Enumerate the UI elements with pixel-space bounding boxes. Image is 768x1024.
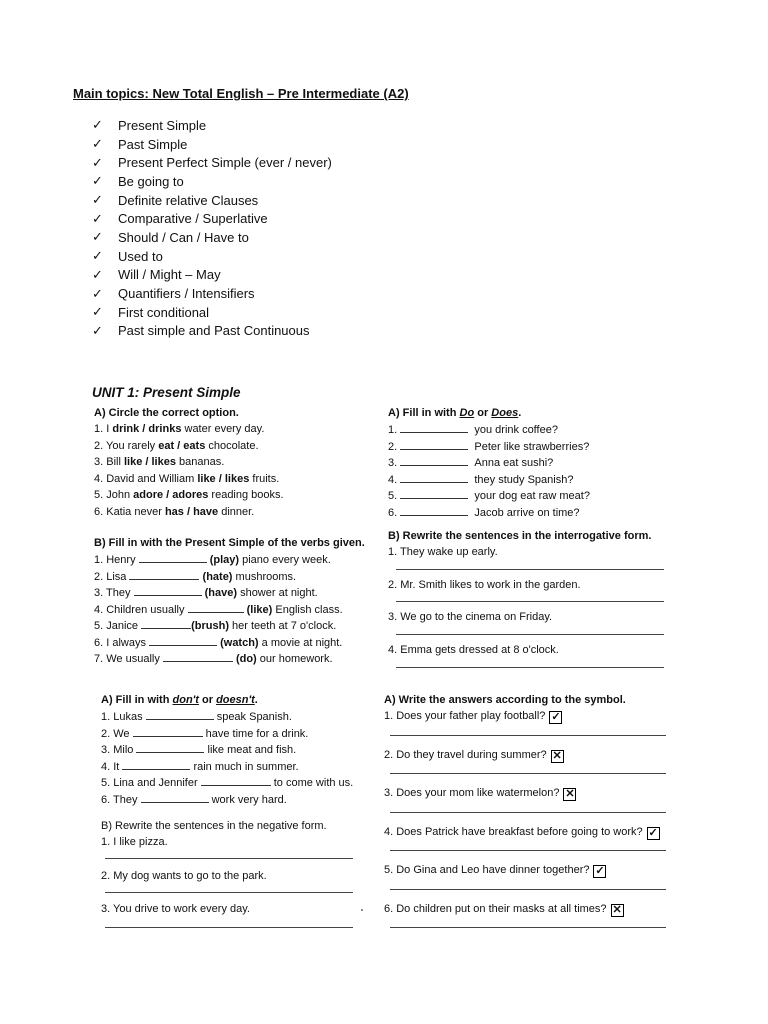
answer-blank[interactable] bbox=[400, 421, 468, 433]
exercise-item: 6. They work very hard. bbox=[101, 791, 353, 808]
answer-blank[interactable] bbox=[201, 774, 271, 786]
exercise-item: 1. you drink coffee? bbox=[388, 421, 590, 438]
topic-item: ✓ Past Simple bbox=[92, 136, 188, 152]
exercise-item: 6. Jacob arrive on time? bbox=[388, 504, 590, 521]
exercise-symbol-answers bbox=[384, 692, 684, 928]
exercise-item: 2. We have time for a drink. bbox=[101, 725, 353, 742]
exercise-present-simple bbox=[94, 535, 365, 667]
answer-line[interactable] bbox=[390, 734, 666, 736]
option-b[interactable]: drinks bbox=[148, 423, 182, 435]
exercise-item: 4. Emma gets dressed at 8 o'clock. bbox=[388, 643, 559, 656]
option-a[interactable]: like bbox=[197, 472, 216, 485]
exercise-item: 5. Do Gina and Leo have dinner together? ✓ bbox=[384, 864, 605, 877]
stray-dot bbox=[361, 909, 363, 911]
exercise-item: 3. Milo like meat and fish. bbox=[101, 741, 353, 758]
exercise-item: 6. Katia never has / have dinner. bbox=[94, 505, 255, 518]
topic-item: ✓ Quantifiers / Intensifiers bbox=[92, 285, 255, 302]
topic-item: ✓ Comparative / Superlative bbox=[92, 210, 268, 227]
exercise-item: 1. Lukas speak Spanish. bbox=[101, 708, 353, 725]
answer-line[interactable] bbox=[390, 888, 666, 890]
check-box-icon: ✓ bbox=[648, 826, 658, 839]
exercise-item: 2. My dog wants to go to the park. bbox=[101, 869, 267, 882]
exercise-item: 6. I always (watch) a movie at night. bbox=[94, 634, 365, 651]
cross-box-icon: ✕ bbox=[612, 903, 622, 916]
answer-blank[interactable] bbox=[129, 568, 199, 580]
exercise-item: 5. your dog eat raw meat? bbox=[388, 487, 590, 504]
exercise-title: B) Fill in with the Present Simple of the verbs given. bbox=[94, 537, 365, 549]
exercise-item: 3. Anna eat sushi? bbox=[388, 454, 590, 471]
answer-blank[interactable] bbox=[400, 454, 468, 466]
exercise-item: 2. You rarely eat / eats chocolate. bbox=[94, 439, 259, 452]
cross-box-icon: ✕ bbox=[552, 749, 562, 762]
exercise-title: B) Rewrite the sentences in the interrogative form. bbox=[388, 530, 652, 542]
exercise-item: 5. John adore / adores reading books. bbox=[94, 489, 284, 501]
answer-line[interactable] bbox=[105, 891, 353, 893]
answer-line[interactable] bbox=[105, 926, 353, 928]
exercise-item: 3. You drive to work every day. bbox=[101, 903, 250, 915]
exercise-item: 4. David and William like / likes fruits. bbox=[94, 472, 280, 485]
check-icon: ✓ bbox=[92, 173, 103, 189]
answer-line[interactable] bbox=[396, 568, 664, 570]
cross-box-icon: ✕ bbox=[565, 788, 575, 800]
check-icon: ✓ bbox=[92, 192, 103, 208]
answer-blank[interactable] bbox=[149, 634, 217, 646]
topic-item: ✓ First conditional bbox=[92, 304, 210, 320]
exercise-title: A) Write the answers according to the symbol. bbox=[384, 694, 626, 706]
exercise-item: 3. Bill like / likes bananas. bbox=[94, 456, 225, 468]
answer-line[interactable] bbox=[390, 849, 666, 851]
topic-item: ✓ Should / Can / Have to bbox=[92, 229, 249, 245]
exercise-item: 1. Henry (play) piano every week. bbox=[94, 551, 365, 568]
check-icon: ✓ bbox=[92, 266, 103, 282]
option-a[interactable]: has bbox=[164, 505, 184, 518]
answer-blank[interactable] bbox=[400, 471, 468, 483]
exercise-item: 4. Does Patrick have breakfast before going to work? ✓ bbox=[384, 825, 658, 839]
exercise-item: 2. Lisa (hate) mushrooms. bbox=[94, 568, 365, 585]
topic-item: ✓ Present Simple bbox=[92, 117, 207, 133]
exercise-item: 1. I like pizza. bbox=[101, 836, 168, 848]
exercise-item: 7. We usually (do) our homework. bbox=[94, 650, 365, 667]
answer-blank[interactable] bbox=[400, 438, 468, 450]
answer-blank[interactable] bbox=[146, 708, 214, 720]
check-icon: ✓ bbox=[92, 285, 103, 301]
answer-blank[interactable] bbox=[133, 725, 203, 737]
exercise-item: 5. Janice (brush) her teeth at 7 o'clock. bbox=[94, 617, 365, 634]
option-b[interactable]: eats bbox=[183, 439, 206, 452]
exercise-title: A) Fill in with Do or Does. bbox=[388, 407, 522, 419]
exercise-item: 3. They (have) shower at night. bbox=[94, 584, 365, 601]
topic-item: ✓ Past simple and Past Continuous bbox=[92, 322, 310, 339]
exercise-item: 1. I drink / drinks water every day. bbox=[94, 423, 265, 435]
check-icon: ✓ bbox=[92, 322, 103, 338]
answer-blank[interactable] bbox=[141, 791, 209, 803]
check-icon: ✓ bbox=[92, 304, 103, 320]
exercise-interrogative bbox=[388, 528, 668, 668]
exercise-title: B) Rewrite the sentences in the negative form. bbox=[101, 820, 327, 832]
answer-line[interactable] bbox=[390, 926, 666, 928]
option-a[interactable]: drink bbox=[112, 423, 140, 435]
exercise-item: 2. Mr. Smith likes to work in the garden. bbox=[388, 578, 581, 591]
check-icon: ✓ bbox=[92, 210, 103, 226]
exercise-item: 5. Lina and Jennifer to come with us. bbox=[101, 774, 353, 791]
answer-blank[interactable] bbox=[134, 584, 202, 596]
option-a[interactable]: like bbox=[123, 456, 143, 468]
answer-blank[interactable] bbox=[188, 601, 244, 613]
exercise-item: 4. It rain much in summer. bbox=[101, 758, 353, 775]
answer-blank[interactable] bbox=[400, 487, 468, 499]
option-b[interactable]: likes bbox=[224, 472, 250, 485]
topic-item: ✓ Present Perfect Simple (ever / never) bbox=[92, 154, 332, 171]
answer-blank[interactable] bbox=[122, 758, 190, 770]
exercise-item: 1. Does your father play football? ✓ bbox=[384, 710, 561, 723]
exercise-item: 4. Children usually (like) English class. bbox=[94, 601, 365, 618]
answer-blank[interactable] bbox=[141, 617, 191, 629]
answer-line[interactable] bbox=[390, 811, 666, 813]
check-icon: ✓ bbox=[92, 117, 103, 133]
topic-item: ✓ Used to bbox=[92, 248, 163, 264]
exercise-item: 2. Peter like strawberries? bbox=[388, 438, 590, 455]
option-b[interactable]: have bbox=[193, 505, 219, 518]
answer-line[interactable] bbox=[396, 633, 664, 635]
check-box-icon: ✓ bbox=[551, 711, 561, 723]
check-icon: ✓ bbox=[92, 248, 103, 264]
topic-item: ✓ Will / Might – May bbox=[92, 266, 221, 283]
topic-item: ✓ Definite relative Clauses bbox=[92, 192, 259, 208]
check-icon: ✓ bbox=[92, 229, 103, 245]
exercise-title: A) Circle the correct option. bbox=[94, 407, 239, 419]
exercise-item: 4. they study Spanish? bbox=[388, 471, 590, 488]
answer-blank[interactable] bbox=[400, 504, 468, 516]
main-title: Main topics: New Total English – Pre Intermediate (A2) bbox=[73, 86, 409, 101]
answer-line[interactable] bbox=[105, 857, 353, 859]
answer-blank[interactable] bbox=[136, 741, 204, 753]
exercise-dont-doesnt bbox=[101, 692, 353, 807]
exercise-item: 3. Does your mom like watermelon? ✕ bbox=[384, 787, 575, 800]
option-b[interactable]: likes bbox=[151, 456, 176, 468]
option-a[interactable]: eat bbox=[158, 439, 175, 452]
exercise-circle-option bbox=[94, 405, 284, 520]
answer-blank[interactable] bbox=[139, 551, 207, 563]
exercise-item: 2. Do they travel during summer? ✕ bbox=[384, 748, 562, 762]
answer-line[interactable] bbox=[396, 600, 664, 602]
check-icon: ✓ bbox=[92, 136, 103, 152]
answer-line[interactable] bbox=[390, 772, 666, 774]
exercise-item: 1. They wake up early. bbox=[388, 546, 498, 558]
exercise-do-does bbox=[388, 405, 590, 520]
exercise-item: 3. We go to the cinema on Friday. bbox=[388, 611, 553, 623]
check-icon: ✓ bbox=[92, 154, 103, 170]
unit-title: UNIT 1: Present Simple bbox=[92, 385, 241, 400]
topic-item: ✓ Be going to bbox=[92, 173, 184, 189]
answer-line[interactable] bbox=[396, 666, 664, 668]
option-b[interactable]: adores bbox=[172, 489, 209, 501]
option-a[interactable]: adore bbox=[133, 489, 164, 501]
exercise-item: 6. Do children put on their masks at all times? ✕ bbox=[384, 902, 622, 916]
check-box-icon: ✓ bbox=[595, 865, 605, 877]
exercise-title: A) Fill in with don't or doesn't. bbox=[101, 694, 258, 706]
exercise-negative bbox=[101, 818, 361, 928]
answer-blank[interactable] bbox=[163, 650, 233, 662]
topic-list bbox=[92, 116, 332, 340]
